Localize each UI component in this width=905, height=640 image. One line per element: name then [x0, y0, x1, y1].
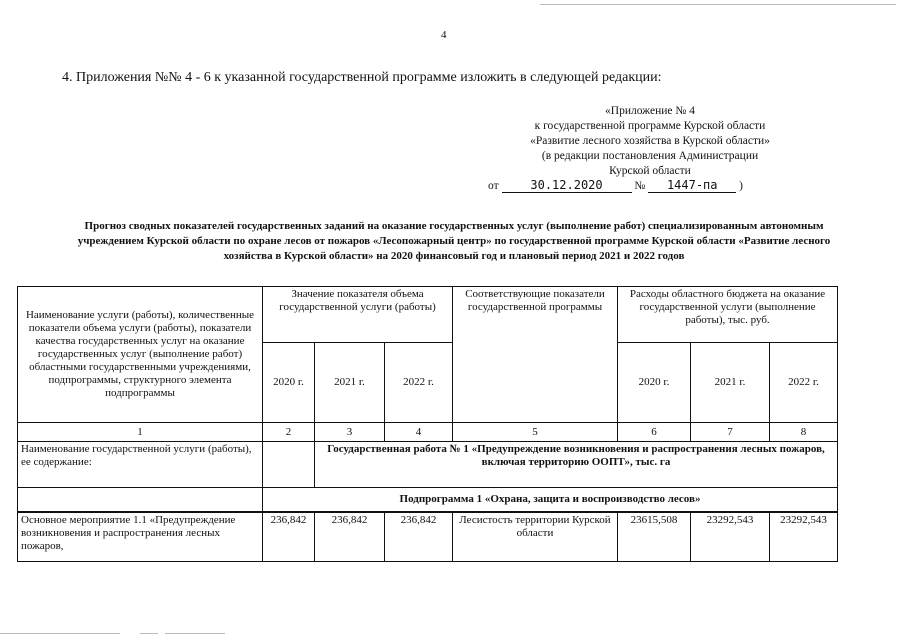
program-indicator: Лесистость территории Курской области — [453, 512, 618, 562]
year-header: 2021 г. — [691, 343, 770, 423]
bottom-scan-marks — [0, 633, 905, 637]
appendix-line: (в редакции постановления Администрации — [541, 150, 759, 162]
year-header: 2022 г. — [385, 343, 453, 423]
appendix-block — [480, 104, 820, 179]
from-label: от — [488, 180, 499, 192]
page-number: 4 — [441, 29, 447, 41]
resolution-date: 30.12.2020 — [502, 178, 632, 193]
main-activity-name: Основное мероприятие 1.1 «Предупреждение возникновения и распространения лесных пожаров, — [18, 512, 263, 562]
header-service-name: Наименование услуги (работы), количественные показатели объема услуги (работы), показатели качества государственных услуг на оказание государственных услуг (выполнение работ) областными государственными учреждениями, подпрограммы, структурного элемента подпрограммы — [18, 287, 263, 423]
column-number: 5 — [453, 423, 618, 442]
top-divider — [540, 4, 896, 5]
volume-2022: 236,842 — [385, 512, 453, 562]
resolution-number: 1447-па — [648, 178, 736, 193]
column-number: 4 — [385, 423, 453, 442]
empty-cell — [18, 488, 263, 512]
year-header: 2020 г. — [263, 343, 315, 423]
service-name-label: Наименование государственной услуги (работы), ее содержание: — [18, 442, 263, 488]
appendix-line: «Развитие лесного хозяйства в Курской области» — [530, 135, 770, 147]
header-program-indicators: Соответствующие показатели государственной программы — [453, 287, 618, 423]
column-number: 2 — [263, 423, 315, 442]
expense-2022: 23292,543 — [770, 512, 838, 562]
empty-cell — [263, 442, 315, 488]
state-work-title: Государственная работа № 1 «Предупреждение возникновения и распространения лесных пожаров, включая территорию ООПТ», тыс. га — [315, 442, 838, 488]
column-number: 1 — [18, 423, 263, 442]
subprogram-title: Подпрограмма 1 «Охрана, защита и воспроизводство лесов» — [263, 488, 838, 512]
column-number: 6 — [618, 423, 691, 442]
expense-2021: 23292,543 — [691, 512, 770, 562]
appendix-line: Курской области — [609, 165, 691, 177]
year-header: 2020 г. — [618, 343, 691, 423]
volume-2020: 236,842 — [263, 512, 315, 562]
document-heading: Прогноз сводных показателей государственных заданий на оказание государственных услуг (выполнение работ) специализированным автономным учреждением Курской области по охране лесов от пожаров «Лесопожарный центр» по государственной программе Курской области «Развитие лесного хозяйства в Курской области» на 2020 финансовый год и плановый период 2021 и 2022 годов — [77, 220, 831, 262]
forecast-table — [17, 286, 838, 562]
column-number: 7 — [691, 423, 770, 442]
year-header: 2022 г. — [770, 343, 838, 423]
year-header: 2021 г. — [315, 343, 385, 423]
number-label: № — [634, 180, 646, 192]
closing-bracket: ) — [739, 180, 743, 192]
resolution-date-line — [488, 178, 743, 193]
appendix-line: «Приложение № 4 — [605, 105, 695, 117]
volume-2021: 236,842 — [315, 512, 385, 562]
header-volume: Значение показателя объема государственной услуги (работы) — [263, 287, 453, 343]
column-number: 3 — [315, 423, 385, 442]
header-expenses: Расходы областного бюджета на оказание государственной услуги (выполнение работы), тыс. руб. — [618, 287, 838, 343]
expense-2020: 23615,508 — [618, 512, 691, 562]
appendix-line: к государственной программе Курской области — [534, 120, 766, 132]
intro-paragraph: 4. Приложения №№ 4 - 6 к указанной государственной программе изложить в следующей редакции: — [62, 70, 662, 85]
column-number: 8 — [770, 423, 838, 442]
